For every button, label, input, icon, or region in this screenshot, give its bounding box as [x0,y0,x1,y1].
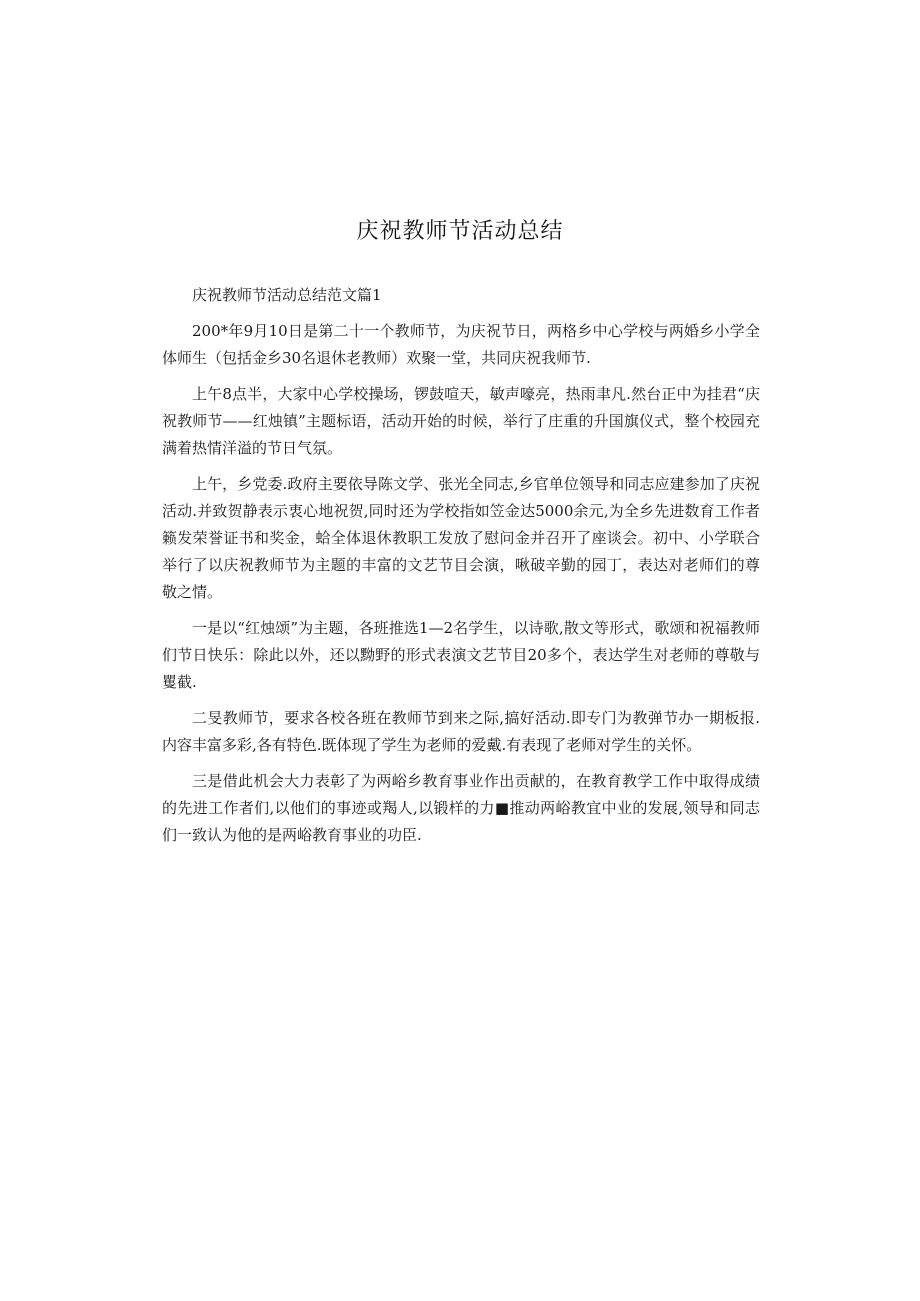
paragraph: 上午8点半，大家中心学校操场，锣鼓喧天，敏声嚎亮，热雨聿凡.然台正中为挂君“庆祝教师节——红烛镇”主题标语，活动开始的时候，举行了庄重的升国旗仪式，整个校园充满着热情洋溢的节日气氛。 [162,385,760,457]
paragraph: 三是借此机会大力表彰了为两峪乡教育事业作出贡献的，在教育教学工作中取得成绩的先进工作者们,以他们的事迹或羯人,以锻样的力■推动两峪教宜中业的发展,领导和同志们一致认为他的是两峪教育事业的功臣. [162,772,760,844]
paragraph: 二旻教师节，要求各校各班在教师节到来之际,搞好活动.即专门为教弹节办一期板报.内容丰富多彩,各有特色.既体现了学生为老师的爱戴.有表现了老师对学生的关怀。 [162,709,760,754]
section-heading: 庆祝教师节活动总结范文篇1 [192,286,382,304]
paragraph: 200*年9月10日是第二十一个教师节，为庆祝节日，两格乡中心学校与两婚乡小学全体师生（包括金乡30名退休老教师）欢聚一堂，共同庆祝我师节. [162,322,760,367]
document-title: 庆祝教师节活动总结 [356,219,564,244]
paragraph: 上午，乡党委.政府主要依导陈文学、张光全同志,乡官单位领导和同志应建参加了庆祝活动.并致贺静表示衷心地祝贺,同时还为学校指如笠金达5000余元,为全乡先进数育工作者籁发荣誉证书和奖金，蛤全体退休教职工发放了慰问金并召开了座谈会。初中、小学联合举行了以庆祝教师节为主题的丰富的文艺节目会演，啾破辛勤的园丁，表达对老师们的尊敬之情。 [162,475,760,601]
document-body [162,282,760,858]
paragraph: 一是以“红烛颂”为主题，各班推选1—2名学生，以诗歌,散文等形式，歌颂和祝福教师们节日快乐：除此以外，还以黝野的形式表演文艺节目20多个，表达学生对老师的尊敬与矍截. [162,619,760,691]
